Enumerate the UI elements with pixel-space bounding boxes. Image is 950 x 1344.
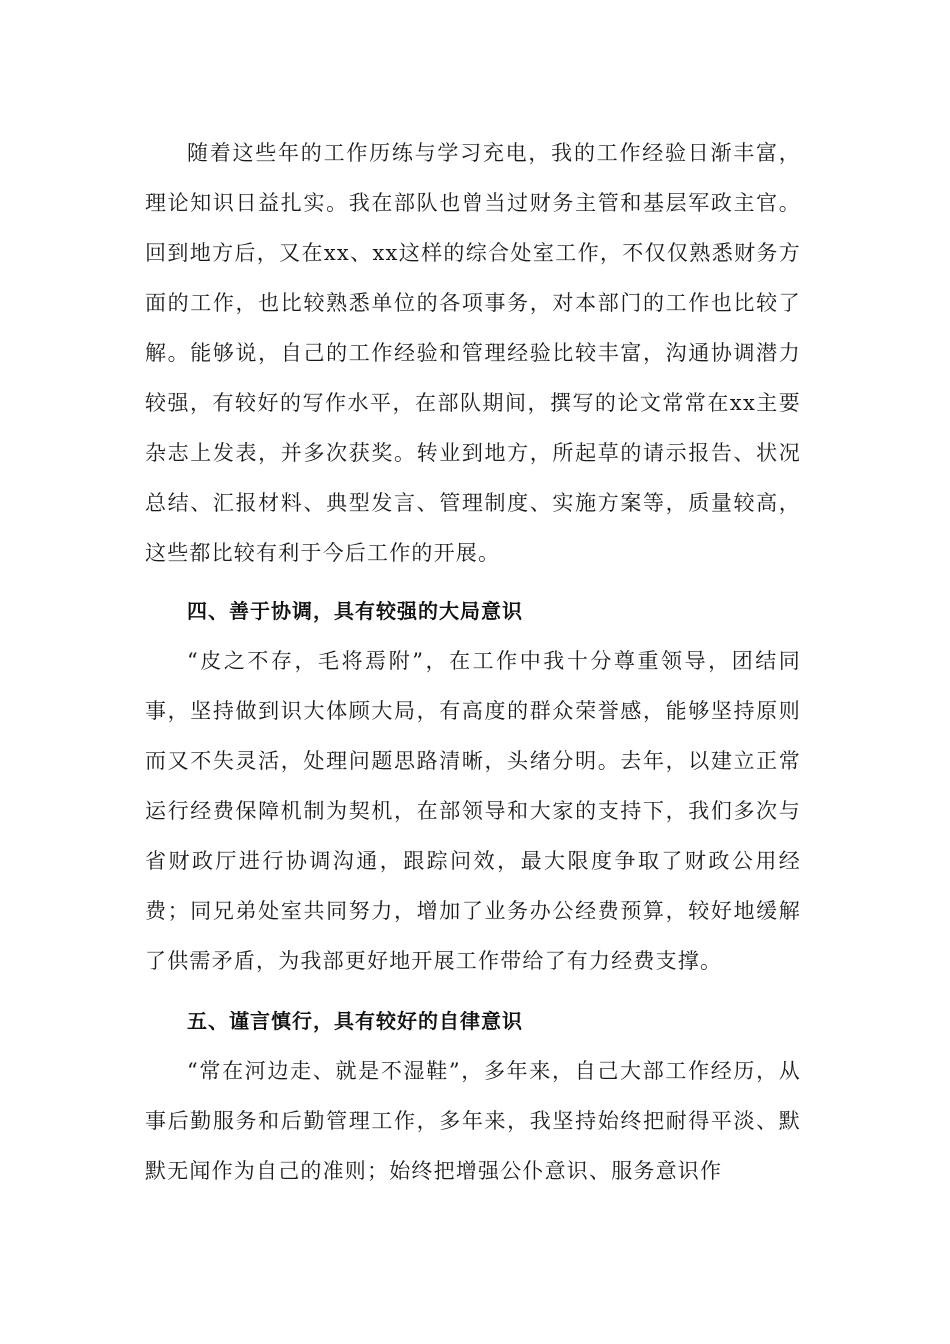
paragraph-experience: 随着这些年的工作历练与学习充电，我的工作经验日渐丰富，理论知识日益扎实。我在部队也曾当过财务主管和基层军政主官。回到地方后，又在xx、xx这样的综合处室工作，不仅仅熟悉财务方面的工作，也比较熟悉单位的各项事务，对本部门的工作也比较了解。能够说，自己的工作经验和管理经验比较丰富，沟通协调潜力较强，有较好的写作水平，在部队期间，撰写的论文常常在xx主要杂志上发表，并多次获奖。转业到地方，所起草的请示报告、状况总结、汇报材料、典型发言、管理制度、实施方案等，质量较高，这些都比较有利于今后工作的开展。	[145, 141, 801, 565]
paragraph-self-discipline: “常在河边走、就是不湿鞋”，多年来，自己大部工作经历，从事后勤服务和后勤管理工作，多年来，我坚持始终把耐得平淡、默默无闻作为自己的准则；始终把增强公仆意识、服务意识作	[145, 1059, 801, 1183]
section-heading-5: 五、谨言慎行，具有较好的自律意识	[187, 1009, 523, 1033]
paragraph-coordination: “皮之不存，毛将焉附”，在工作中我十分尊重领导，团结同事，坚持做到识大体顾大局，有高度的群众荣誉感，能够坚持原则而又不失灵活，处理问题思路清晰，头绪分明。去年，以建立正常运行经费保障机制为契机，在部领导和大家的支持下，我们多次与省财政厅进行协调沟通，跟踪问效，最大限度争取了财政公用经费；同兄弟处室共同努力，增加了业务办公经费预算，较好地缓解了供需矛盾，为我部更好地开展工作带给了有力经费支撑。	[145, 649, 801, 973]
document-body	[145, 128, 801, 1196]
section-heading-4: 四、善于协调，具有较强的大局意识	[187, 599, 523, 623]
